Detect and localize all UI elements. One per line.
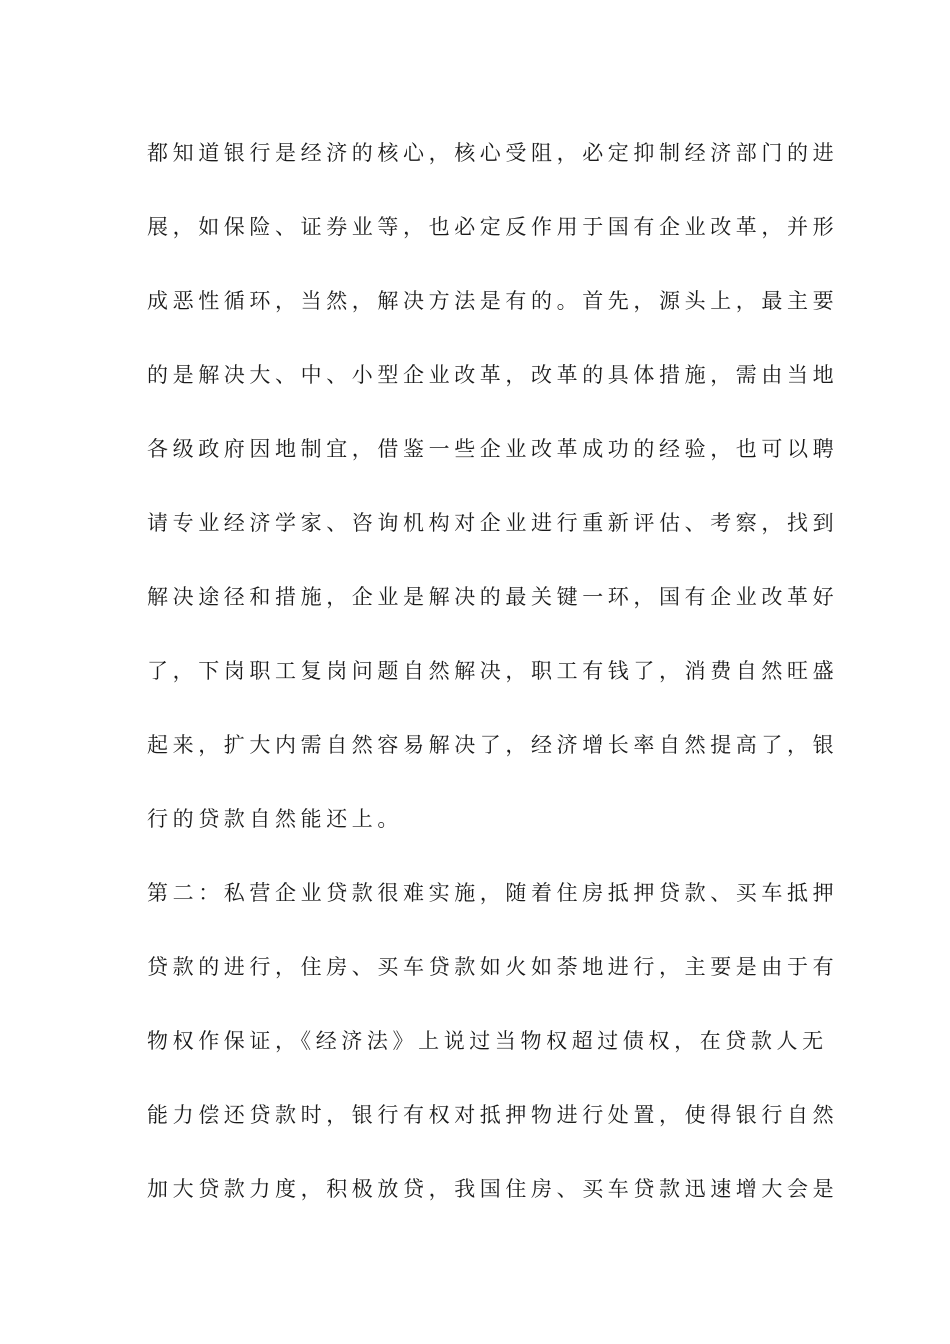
paragraph-private-loans: [147, 872, 839, 1242]
body-text: [147, 132, 839, 1242]
text-line: 展，如保险、证券业等，也必定反作用于国有企业改革，并形: [147, 215, 839, 239]
text-line: 起来，扩大内需自然容易解决了，经济增长率自然提高了，银: [147, 733, 839, 757]
text-line: 物权作保证，《经济法》上说过当物权超过债权，在贷款人无: [147, 1029, 828, 1053]
text-line: 加大贷款力度，积极放贷，我国住房、买车贷款迅速增大会是: [147, 1177, 839, 1201]
text-line: 贷款的进行，住房、买车贷款如火如荼地进行，主要是由于有: [147, 955, 839, 979]
text-line: 了，下岗职工复岗问题自然解决，职工有钱了，消费自然旺盛: [147, 659, 839, 683]
text-line: 能力偿还贷款时，银行有权对抵押物进行处置，使得银行自然: [147, 1103, 839, 1127]
text-line: 请专业经济学家、咨询机构对企业进行重新评估、考察，找到: [147, 511, 839, 535]
text-line: 行的贷款自然能还上。: [147, 807, 403, 831]
text-line: 第二：私营企业贷款很难实施，随着住房抵押贷款、买车抵押: [147, 881, 839, 905]
text-line: 都知道银行是经济的核心，核心受阻，必定抑制经济部门的进: [147, 141, 839, 165]
text-line: 各级政府因地制宜，借鉴一些企业改革成功的经验，也可以聘: [147, 437, 839, 461]
text-line: 的是解决大、中、小型企业改革，改革的具体措施，需由当地: [147, 363, 839, 387]
text-line: 解决途径和措施，企业是解决的最关键一环，国有企业改革好: [147, 585, 839, 609]
paragraph-banking-core: [147, 132, 839, 872]
text-line: 成恶性循环，当然，解决方法是有的。首先，源头上，最主要: [147, 289, 839, 313]
